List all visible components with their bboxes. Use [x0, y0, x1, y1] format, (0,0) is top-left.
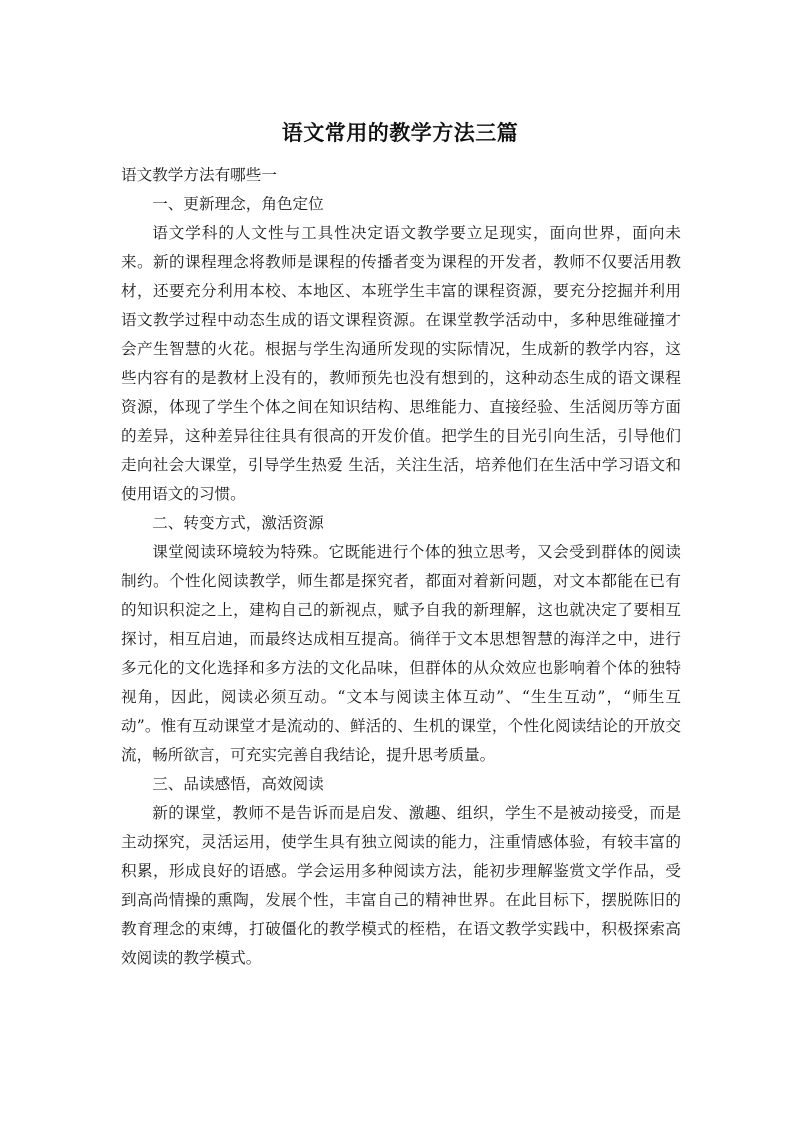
document-subtitle: 语文教学方法有哪些一 — [121, 166, 277, 184]
document-title: 语文常用的教学方法三篇 — [281, 121, 519, 145]
section-paragraph-2: 课堂阅读环境较为特殊。它既能进行个体的独立思考，又会受到群体的阅读制约。个性化阅读教学，师生都是探究者，都面对着新问题，对文本都能在已有的知识积淀之上，建构自己的新视点，赋予自我的新理解，这也就决定了要相互探讨，相互启迪，而最终达成相互提高。徜徉于文本思想智慧的海洋之中，进行多元化的文化选择和多方法的文化品味，但群体的从众效应也影响着个体的独特视角，因此，阅读必须互动。“文本与阅读主体互动”、“生生互动”，“师生互动”。惟有互动课堂才是流动的、鲜活的、生机的课堂，个性化阅读结论的开放交流，畅所欲言，可充实完善自我结论，提升思考质量。 — [121, 543, 681, 764]
section-paragraph-3: 新的课堂，教师不是告诉而是启发、激趣、组织，学生不是被动接受，而是主动探究，灵活运用，使学生具有独立阅读的能力，注重情感体验，有较丰富的积累，形成良好的语感。学会运用多种阅读方法，能初步理解鉴赏文学作品，受到高尚情操的熏陶，发展个性，丰富自己的精神世界。在此目标下，摆脱陈旧的教育理念的束缚，打破僵化的教学模式的桎梏，在语文教学实践中，积极探索高效阅读的教学模式。 — [121, 804, 681, 967]
document-body — [121, 161, 681, 973]
section-heading-3: 三、品读感悟，高效阅读 — [152, 775, 324, 793]
section-paragraph-1: 语文学科的人文性与工具性决定语文教学要立足现实，面向世界，面向未来。新的课程理念将教师是课程的传播者变为课程的开发者，教师不仅要活用教材，还要充分利用本校、本地区、本班学生丰富的课程资源，要充分挖掘并利用语文教学过程中动态生成的语文课程资源。在课堂教学活动中，多种思维碰撞才会产生智慧的火花。根据与学生沟通所发现的实际情况，生成新的教学内容，这些内容有的是教材上没有的，教师预先也没有想到的，这种动态生成的语文课程资源，体现了学生个体之间在知识结构、思维能力、直接经验、生活阅历等方面的差异，这种差异往往具有很高的开发价值。把学生的目光引向生活，引导他们走向社会大课堂，引导学生热爱 生活，关注生活，培养他们在生活中学习语文和使用语文的习惯。 — [121, 224, 681, 503]
section-heading-1: 一、更新理念，角色定位 — [152, 195, 324, 213]
section-heading-2: 二、转变方式，激活资源 — [152, 514, 324, 532]
